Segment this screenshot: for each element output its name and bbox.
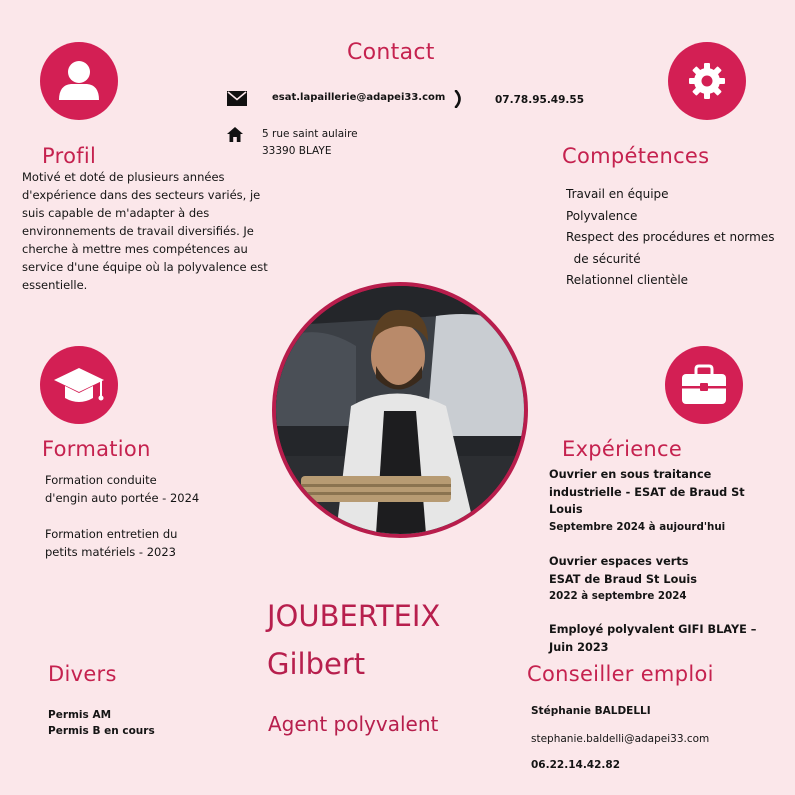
competences-list — [566, 184, 774, 292]
conseiller-phone[interactable]: 06.22.14.42.82 — [531, 759, 621, 771]
experience-title: Employé polyvalent GIFI BLAYE – Juin 2023 — [549, 623, 757, 654]
experience-entry — [549, 466, 749, 536]
formation-entry-line: d'engin auto portée - 2024 — [45, 491, 200, 505]
divers-heading: Divers — [48, 662, 117, 686]
formation-heading: Formation — [42, 437, 151, 461]
formation-entry — [45, 471, 199, 507]
experience-date: Septembre 2024 à aujourd'hui — [549, 520, 726, 533]
list-item: Permis B en cours — [48, 725, 155, 737]
list-item: Travail en équipe — [566, 187, 669, 201]
list-item: de sécurité — [566, 251, 641, 266]
home-icon — [226, 126, 244, 143]
experience-entry — [549, 553, 709, 605]
profil-heading: Profil — [42, 144, 97, 168]
experience-entry — [549, 621, 764, 656]
list-item: Permis AM — [48, 709, 112, 721]
last-name: JOUBERTEIX — [267, 599, 441, 633]
envelope-icon — [227, 91, 247, 106]
profil-text: Motivé et doté de plusieurs années d'expérience dans des secteurs variés, je suis capable de m'adapter à des environnements de travail diversifiés. Je cherche à mettre mes compétences au service d'une équipe où la polyvalence est essentielle. — [22, 170, 268, 292]
formation-entry-line: Formation conduite — [45, 473, 157, 487]
formation-entry-line: Formation entretien du — [45, 527, 178, 541]
conseiller-heading: Conseiller emploi — [527, 662, 714, 686]
competences-heading: Compétences — [562, 144, 710, 168]
contact-address-line1: 5 rue saint aulaire — [262, 128, 358, 140]
contact-address-line2: 33390 BLAYE — [262, 145, 332, 157]
divers-list — [48, 707, 155, 739]
gear-icon — [668, 42, 746, 120]
formation-entry — [45, 525, 177, 561]
graduation-cap-icon — [40, 346, 118, 424]
contact-email[interactable]: esat.lapaillerie@adapei33.com — [272, 92, 446, 103]
user-icon — [40, 42, 118, 120]
profile-photo — [272, 282, 528, 538]
list-item: Respect des procédures et normes — [566, 230, 775, 244]
experience-title: Ouvrier en sous traitance industrielle - ESAT de Braud St Louis — [549, 468, 745, 516]
formation-entry-line: petits matériels - 2023 — [45, 545, 176, 559]
conseiller-email[interactable]: stephanie.baldelli@adapei33.com — [531, 733, 710, 745]
job-title: Agent polyvalent — [268, 712, 439, 736]
experience-heading: Expérience — [562, 437, 683, 461]
briefcase-icon — [665, 346, 743, 424]
experience-title: Ouvrier espaces verts ESAT de Braud St Louis — [549, 555, 697, 586]
first-name: Gilbert — [267, 647, 366, 681]
list-item: Polyvalence — [566, 208, 638, 223]
experience-date: 2022 à septembre 2024 — [549, 590, 687, 602]
conseiller-name: Stéphanie BALDELLI — [531, 705, 651, 717]
contact-heading: Contact — [347, 40, 435, 65]
phone-icon — [454, 90, 464, 108]
contact-phone[interactable]: 07.78.95.49.55 — [495, 94, 585, 106]
list-item: Relationnel clientèle — [566, 273, 689, 287]
